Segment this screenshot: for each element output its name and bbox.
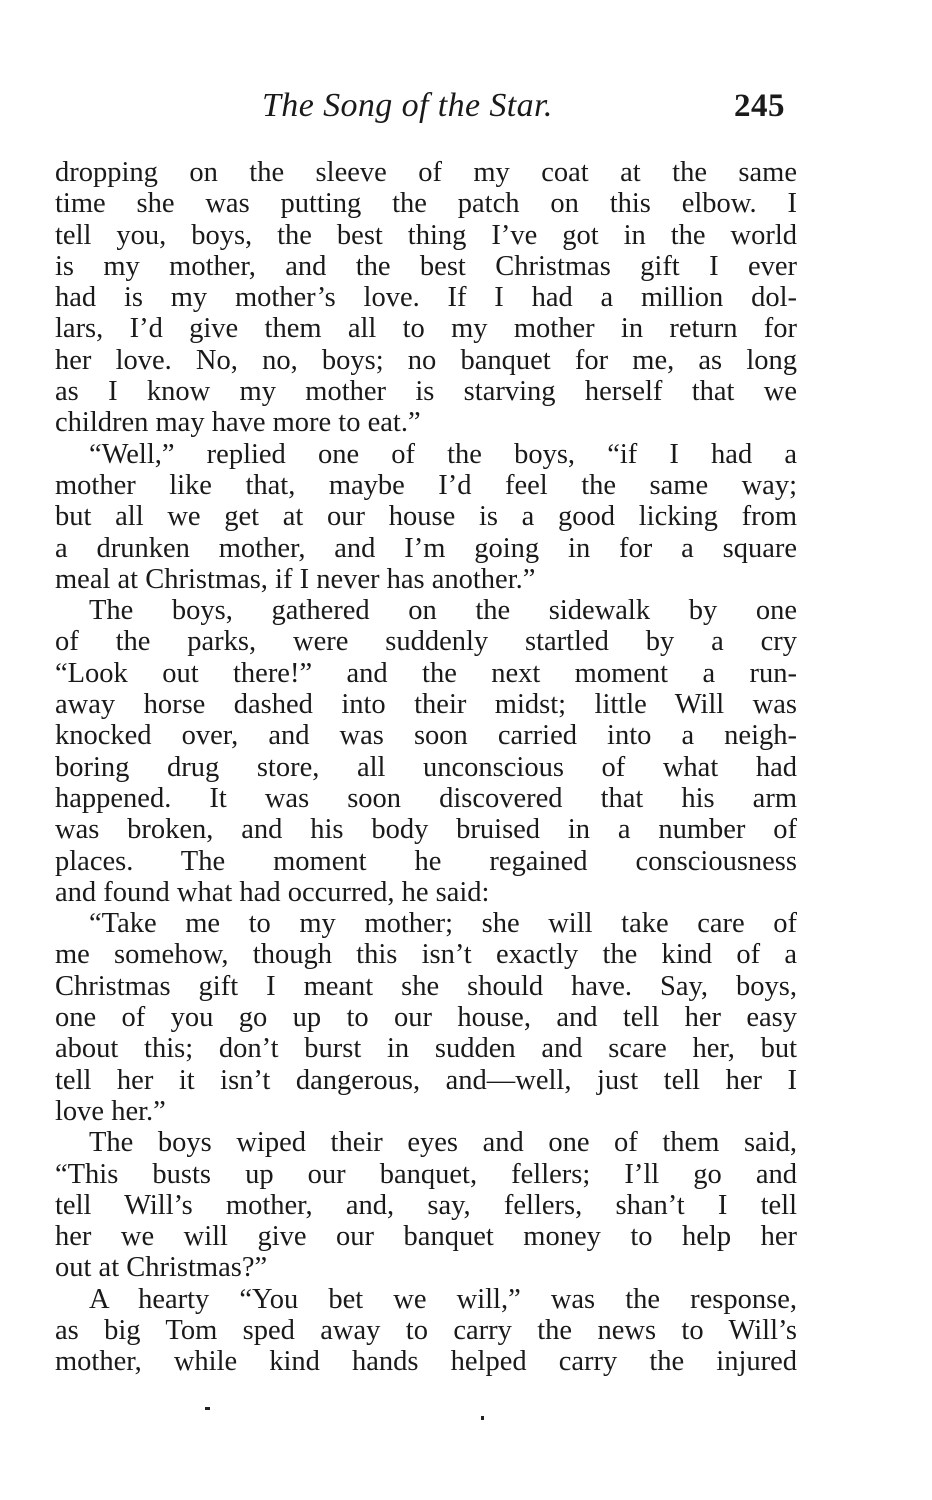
text-line: mother like that, maybe I’d feel the same way; xyxy=(55,469,797,501)
text-line: mother, while kind hands helped carry the injured xyxy=(55,1346,797,1378)
text-line: dropping on the sleeve of my coat at the same xyxy=(55,157,797,188)
text-line: happened. It was soon discovered that his arm xyxy=(55,782,797,814)
text-line: love her.” xyxy=(55,1095,166,1127)
text-line: me somehow, though this isn’t exactly the kind of a xyxy=(55,939,797,971)
text-line: a drunken mother, and I’m going in for a square xyxy=(55,532,797,564)
body-text xyxy=(55,157,797,1378)
text-line: but all we get at our house is a good licking from xyxy=(55,501,797,533)
text-line: was broken, and his body bruised in a number of xyxy=(55,814,797,846)
text-line: is my mother, and the best Christmas gift I ever xyxy=(55,250,797,282)
text-line: children may have more to eat.” xyxy=(55,407,421,439)
text-line: The boys, gathered on the sidewalk by one xyxy=(89,595,797,627)
text-line: time she was putting the patch on this elbow. I xyxy=(55,188,797,220)
text-line: her love. No, no, boys; no banquet for me, as long xyxy=(55,344,797,376)
text-line: places. The moment he regained consciousness xyxy=(55,845,797,877)
text-line: “Well,” replied one of the boys, “if I had a xyxy=(89,438,797,470)
text-line: boring drug store, all unconscious of what had xyxy=(55,751,797,783)
text-line: tell Will’s mother, and, say, fellers, shan’t I tell xyxy=(55,1189,797,1221)
text-line: out at Christmas?” xyxy=(55,1252,268,1284)
text-line: as I know my mother is starving herself that we xyxy=(55,376,797,408)
running-head xyxy=(0,84,932,128)
print-speck xyxy=(481,1416,484,1420)
text-line: of the parks, were suddenly startled by a cry xyxy=(55,626,797,658)
running-title: The Song of the Star. xyxy=(262,87,553,124)
text-line: knocked over, and was soon carried into a neigh- xyxy=(55,720,797,752)
print-speck xyxy=(205,1407,210,1410)
text-line: “Take me to my mother; she will take care of xyxy=(89,908,797,940)
text-line: one of you go up to our house, and tell her easy xyxy=(55,1002,797,1034)
text-line: lars, I’d give them all to my mother in return for xyxy=(55,313,797,345)
text-line: tell her it isn’t dangerous, and—well, just tell her I xyxy=(55,1064,797,1096)
text-line: The boys wiped their eyes and one of them said, xyxy=(89,1127,797,1159)
page-number: 245 xyxy=(734,88,785,124)
text-line: tell you, boys, the best thing I’ve got in the world xyxy=(55,219,797,251)
text-line: Christmas gift I meant she should have. Say, boys, xyxy=(55,970,797,1002)
text-line: A hearty “You bet we will,” was the response, xyxy=(89,1283,797,1315)
text-line: “This busts up our banquet, fellers; I’ll go and xyxy=(55,1158,797,1190)
text-line: as big Tom sped away to carry the news to Will’s xyxy=(55,1314,797,1346)
text-line: away horse dashed into their midst; little Will was xyxy=(55,689,797,721)
text-line: meal at Christmas, if I never has another.” xyxy=(55,563,536,595)
text-line: and found what had occurred, he said: xyxy=(55,876,490,908)
text-line: had is my mother’s love. If I had a million dol- xyxy=(55,282,797,314)
text-line: her we will give our banquet money to help her xyxy=(55,1221,797,1253)
text-line: “Look out there!” and the next moment a run- xyxy=(55,657,797,689)
text-line: about this; don’t burst in sudden and scare her, but xyxy=(55,1033,797,1065)
